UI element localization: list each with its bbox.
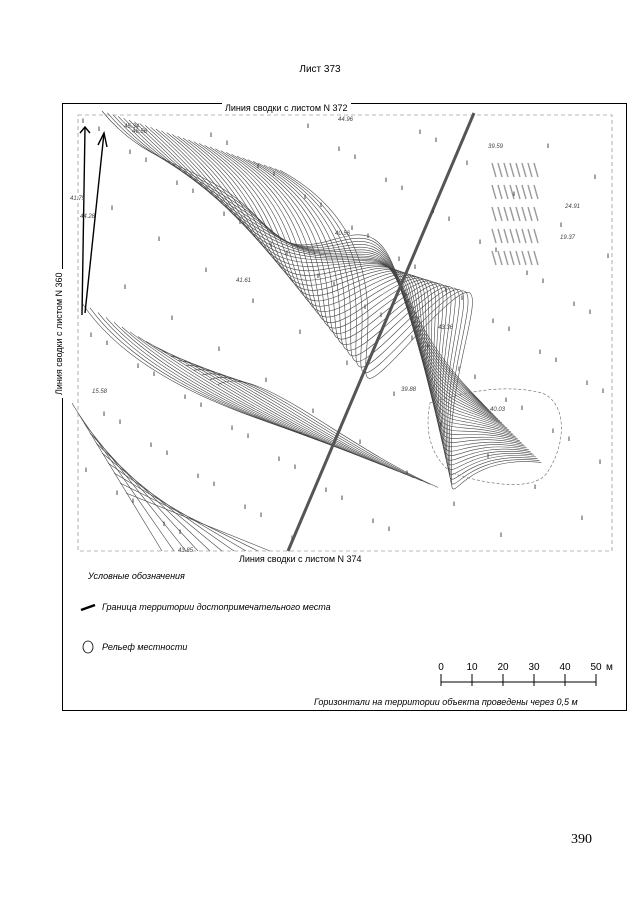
vegetation-mark: ‖ — [98, 127, 101, 133]
contour-line — [90, 433, 198, 551]
vegetation-mark: ‖ — [398, 257, 401, 263]
scale-tick-label: 10 — [466, 662, 478, 673]
vegetation-mark: ‖ — [607, 254, 610, 260]
hatch-stroke — [516, 251, 520, 265]
hatch-stroke — [510, 251, 514, 265]
vegetation-mark: ‖ — [466, 161, 469, 167]
vegetation-mark: ‖ — [505, 398, 508, 404]
contour-lines — [72, 111, 541, 551]
vegetation-mark: ‖ — [325, 488, 328, 494]
map-area-border — [78, 115, 612, 551]
vegetation-mark: ‖ — [260, 513, 263, 519]
hatch-stroke — [510, 207, 514, 221]
hatch-stroke — [528, 185, 532, 199]
steep-slope-hatch — [492, 163, 538, 265]
elevation-mark: 43.85 — [178, 548, 194, 554]
contour-line — [280, 170, 541, 489]
vegetation-mark: ‖ — [599, 460, 602, 466]
hatch-stroke — [522, 251, 526, 265]
scale-unit: м — [606, 662, 613, 673]
hatch-stroke — [516, 185, 520, 199]
vegetation-mark: ‖ — [380, 313, 383, 319]
vegetation-mark: ‖ — [116, 491, 119, 497]
vegetation-mark: ‖ — [119, 420, 122, 426]
hatch-stroke — [504, 163, 508, 177]
vegetation-mark: ‖ — [218, 347, 221, 353]
legend-item-boundary — [80, 602, 331, 612]
vegetation-mark: ‖ — [111, 206, 114, 212]
elevation-mark: 41.75 — [70, 196, 86, 202]
hatch-stroke — [498, 229, 502, 243]
vegetation-mark: ‖ — [401, 186, 404, 192]
hatch-stroke — [528, 163, 532, 177]
vegetation-mark: ‖ — [163, 522, 166, 528]
legend-title: Условные обозначения — [88, 571, 185, 581]
vegetation-mark: ‖ — [158, 237, 161, 243]
boundary-line-icon — [80, 602, 96, 612]
vegetation-mark: ‖ — [270, 243, 273, 249]
vegetation-mark: ‖ — [539, 350, 542, 356]
hatch-stroke — [534, 207, 538, 221]
hatch-stroke — [492, 229, 496, 243]
page-number: 390 — [571, 832, 592, 847]
vegetation-mark: ‖ — [299, 330, 302, 336]
hatch-stroke — [534, 229, 538, 243]
vegetation-mark: ‖ — [265, 378, 268, 384]
vegetation-mark: ‖ — [602, 389, 605, 395]
contour-line — [218, 381, 438, 487]
hatch-stroke — [522, 207, 526, 221]
vegetation-mark: ‖ — [560, 223, 563, 229]
contour-line — [134, 122, 495, 414]
contour-line — [210, 377, 430, 484]
vegetation-mark: ‖ — [176, 181, 179, 187]
vegetation-mark: ‖ — [82, 119, 85, 125]
vegetation-mark: ‖ — [513, 192, 516, 198]
vegetation-mark: ‖ — [90, 333, 93, 339]
hatch-stroke — [528, 207, 532, 221]
contour-line — [96, 443, 210, 551]
hatch-stroke — [528, 251, 532, 265]
vegetation-mark: ‖ — [320, 203, 323, 209]
vegetation-mark: ‖ — [555, 358, 558, 364]
vegetation-mark: ‖ — [171, 316, 174, 322]
hatch-stroke — [498, 163, 502, 177]
north-arrow-icon — [80, 127, 107, 315]
hatch-stroke — [522, 185, 526, 199]
hatch-stroke — [510, 229, 514, 243]
scale-tick-label: 0 — [438, 662, 444, 673]
vegetation-mark: ‖ — [594, 175, 597, 181]
vegetation-mark: ‖ — [257, 164, 260, 170]
vegetation-mark: ‖ — [508, 327, 511, 333]
hatch-stroke — [516, 207, 520, 221]
vegetation-mark: ‖ — [150, 443, 153, 449]
vegetation-mark: ‖ — [581, 516, 584, 522]
hatch-stroke — [516, 163, 520, 177]
vegetation-mark: ‖ — [124, 285, 127, 291]
vegetation-mark: ‖ — [495, 248, 498, 254]
vegetation-mark: ‖ — [414, 265, 417, 271]
vegetation-mark: ‖ — [312, 409, 315, 415]
topographic-map[interactable] — [62, 103, 627, 711]
vegetation-mark: ‖ — [294, 465, 297, 471]
contour-line — [106, 317, 326, 442]
contour-line — [167, 133, 504, 425]
scale-tick-label: 40 — [559, 662, 571, 673]
vegetation-mark: ‖ — [586, 381, 589, 387]
vegetation-mark: ‖ — [179, 530, 182, 536]
vegetation-mark: ‖ — [432, 209, 435, 215]
vegetation-mark: ‖ — [542, 279, 545, 285]
hatch-stroke — [498, 207, 502, 221]
contour-line — [82, 303, 302, 433]
vegetation-mark: ‖ — [166, 451, 169, 457]
vegetation-mark: ‖ — [385, 178, 388, 184]
vegetation-mark: ‖ — [427, 344, 430, 350]
relief-icon — [80, 640, 96, 654]
elevation-mark: 43.36 — [438, 325, 454, 331]
vegetation-mark: ‖ — [239, 220, 242, 226]
hatch-stroke — [498, 185, 502, 199]
scale-tick-label: 50 — [590, 662, 602, 673]
vegetation-mark: ‖ — [286, 251, 289, 257]
elevation-mark: 44.96 — [338, 117, 354, 123]
vegetation-mark: ‖ — [291, 536, 294, 542]
vegetation-mark: ‖ — [226, 141, 229, 147]
vegetation-mark: ‖ — [492, 319, 495, 325]
vegetation-mark: ‖ — [192, 189, 195, 195]
hatch-stroke — [534, 163, 538, 177]
vegetation-mark: ‖ — [205, 268, 208, 274]
vegetation-mark: ‖ — [479, 240, 482, 246]
contour-line — [126, 493, 270, 551]
hatch-stroke — [534, 251, 538, 265]
vegetation-mark: ‖ — [304, 195, 307, 201]
elevation-mark: 46.56 — [132, 129, 148, 135]
hatch-stroke — [504, 251, 508, 265]
scale-bar — [436, 660, 616, 690]
vegetation-mark: ‖ — [372, 519, 375, 525]
hatch-stroke — [492, 185, 496, 199]
hatch-stroke — [504, 185, 508, 199]
elevation-mark: 45.34 — [124, 124, 140, 130]
contour-line — [113, 115, 486, 407]
vegetation-mark: ‖ — [153, 372, 156, 378]
hatch-stroke — [492, 207, 496, 221]
vegetation-mark: ‖ — [184, 395, 187, 401]
vegetation-mark: ‖ — [210, 133, 213, 139]
vegetation-mark: ‖ — [367, 234, 370, 240]
elevation-mark: 39.59 — [488, 144, 504, 150]
elevation-mark: 40.56 — [335, 231, 351, 237]
vegetation-mark: ‖ — [364, 305, 367, 311]
vegetation-mark: ‖ — [393, 392, 396, 398]
scale-tick-label: 30 — [528, 662, 540, 673]
hatch-stroke — [522, 163, 526, 177]
elevation-mark: 24.91 — [565, 204, 581, 210]
vegetation-mark: ‖ — [252, 299, 255, 305]
vegetation-mark: ‖ — [568, 437, 571, 443]
edge-label-left: Линия сводки с листом N 360 — [54, 269, 64, 398]
vegetation-mark: ‖ — [346, 361, 349, 367]
hatch-stroke — [534, 185, 538, 199]
elevation-mark: 44.28 — [80, 214, 96, 220]
vegetation-mark: ‖ — [129, 150, 132, 156]
vegetation-mark: ‖ — [500, 533, 503, 539]
vegetation-mark: ‖ — [307, 124, 310, 130]
contour-line — [170, 356, 390, 468]
vegetation-mark: ‖ — [137, 364, 140, 370]
contour-line — [194, 142, 516, 434]
vegetation-mark: ‖ — [106, 341, 109, 347]
vegetation-mark: ‖ — [317, 274, 320, 280]
vegetation-mark: ‖ — [341, 496, 344, 502]
contour-line — [114, 473, 246, 551]
hatch-stroke — [504, 207, 508, 221]
vegetation-mark: ‖ — [448, 217, 451, 223]
vegetation-mark: ‖ — [458, 367, 461, 373]
vegetation-mark: ‖ — [338, 147, 341, 153]
legend-item-label: Граница территории достопримечательного места — [102, 602, 331, 612]
vegetation-mark: ‖ — [247, 434, 250, 440]
vegetation-mark: ‖ — [223, 212, 226, 218]
elevation-mark: 41.61 — [236, 278, 252, 284]
vegetation-mark: ‖ — [231, 426, 234, 432]
contour-line — [237, 156, 527, 451]
vegetation-mark: ‖ — [461, 296, 464, 302]
vegetation-mark: ‖ — [440, 423, 443, 429]
vegetation-mark: ‖ — [197, 474, 200, 480]
legend-item-relief — [80, 640, 187, 654]
vegetation-mark: ‖ — [534, 485, 537, 491]
scale-tick-label: 20 — [497, 662, 509, 673]
hatch-stroke — [516, 229, 520, 243]
vegetation-mark: ‖ — [521, 406, 524, 412]
vegetation-mark: ‖ — [333, 282, 336, 288]
vegetation-mark: ‖ — [419, 130, 422, 136]
vegetation-mark: ‖ — [359, 440, 362, 446]
sheet-title: Лист 373 — [299, 64, 341, 75]
vegetation-mark: ‖ — [453, 502, 456, 508]
vegetation-mark: ‖ — [388, 527, 391, 533]
vegetation-mark: ‖ — [273, 172, 276, 178]
contour-line — [102, 453, 222, 551]
elevation-mark: 40.03 — [490, 407, 506, 413]
vegetation-mark: ‖ — [200, 403, 203, 409]
vegetation-mark: ‖ — [474, 375, 477, 381]
hatch-stroke — [510, 163, 514, 177]
elevation-mark: 15.58 — [92, 389, 108, 395]
vegetation-mark: ‖ — [354, 155, 357, 161]
edge-label-bottom: Линия сводки с листом N 374 — [236, 554, 365, 564]
legend-item-label: Рельеф местности — [102, 642, 188, 652]
vegetation-mark: ‖ — [351, 226, 354, 232]
vegetation-mark: ‖ — [411, 336, 414, 342]
vegetation-mark: ‖ — [435, 138, 438, 144]
hatch-stroke — [522, 229, 526, 243]
vegetation-mark: ‖ — [487, 454, 490, 460]
vegetation-mark: ‖ — [589, 310, 592, 316]
contour-line — [183, 138, 509, 430]
territory-boundary-line — [288, 113, 477, 551]
contour-note: Горизонтали на территории объекта проведены через 0,5 м — [314, 697, 578, 707]
vegetation-mark: ‖ — [132, 499, 135, 505]
vegetation-mark: ‖ — [552, 429, 555, 435]
vegetation-mark: ‖ — [445, 288, 448, 294]
vegetation-mark: ‖ — [526, 271, 529, 277]
vegetation-mark: ‖ — [85, 468, 88, 474]
edge-label-top: Линия сводки с листом N 372 — [222, 103, 351, 113]
hatch-stroke — [498, 251, 502, 265]
hatch-stroke — [492, 163, 496, 177]
vegetation-mark: ‖ — [145, 158, 148, 164]
vegetation-mark: ‖ — [103, 412, 106, 418]
elevation-mark: 19.37 — [560, 235, 576, 241]
vegetation-mark: ‖ — [573, 302, 576, 308]
vegetation-mark: ‖ — [213, 482, 216, 488]
elevation-mark: 39.88 — [401, 387, 417, 393]
contour-line — [84, 423, 186, 551]
vegetation-mark: ‖ — [406, 471, 409, 477]
hatch-stroke — [528, 229, 532, 243]
vegetation-mark: ‖ — [278, 457, 281, 463]
hatch-stroke — [504, 229, 508, 243]
vegetation-mark: ‖ — [547, 144, 550, 150]
vegetation-mark: ‖ — [244, 505, 247, 511]
